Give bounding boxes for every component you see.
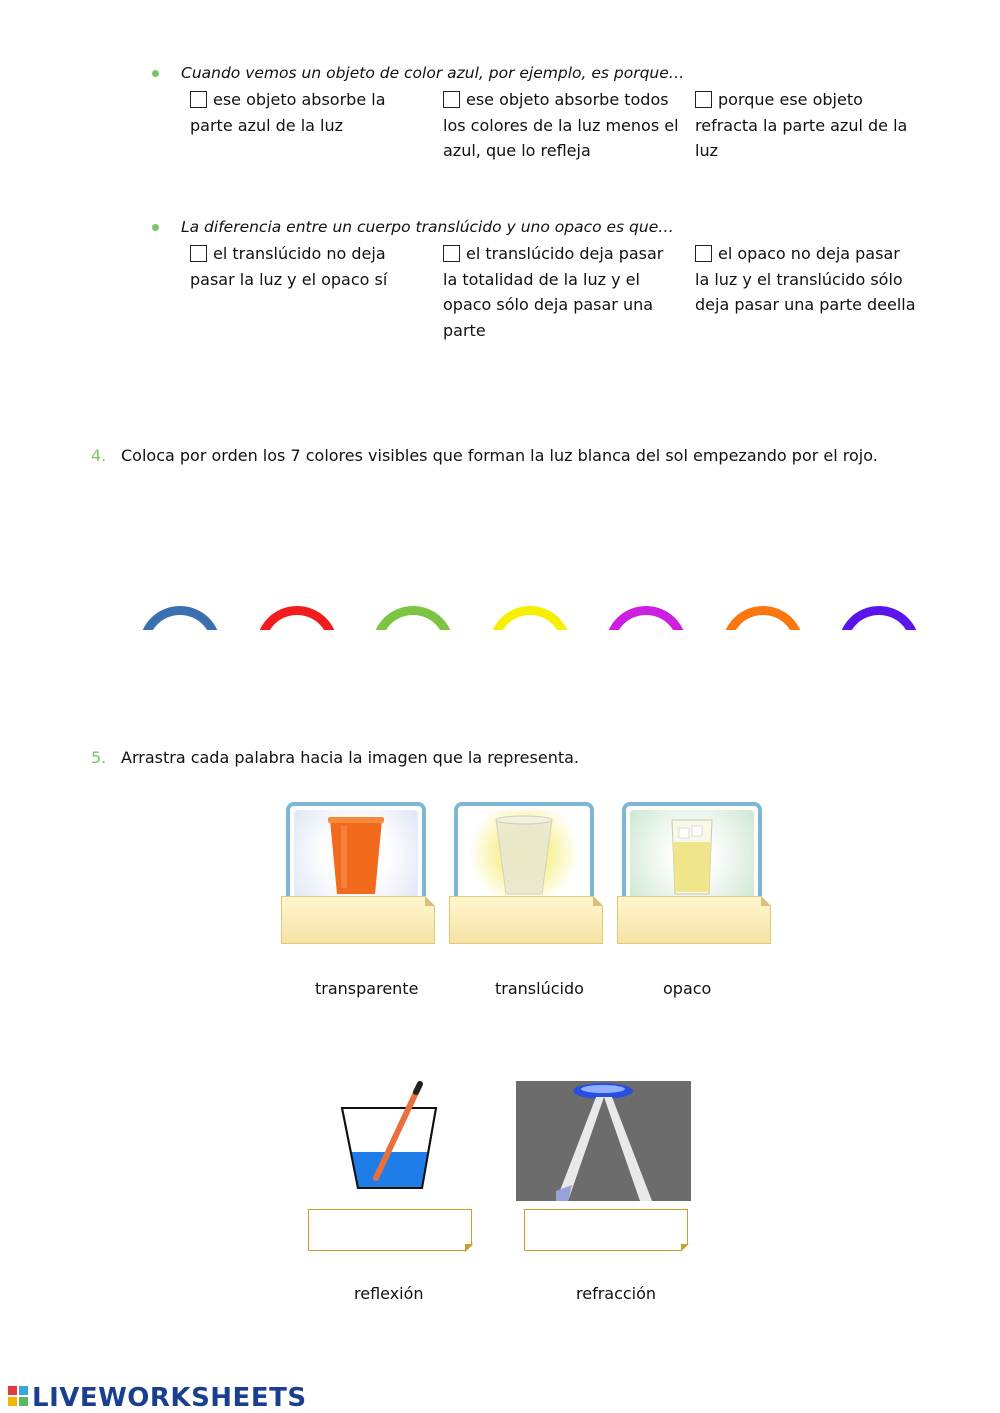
section-5-number: 5.	[91, 748, 107, 767]
color-arch[interactable]	[605, 606, 687, 652]
question-a-option-2[interactable]: ese objeto absorbe todos los colores de la luz menos el azul, que lo refleja	[443, 90, 679, 160]
word-opaco[interactable]: opaco	[663, 979, 712, 998]
word-refraccion[interactable]: refracción	[576, 1284, 657, 1303]
drop-zone-4[interactable]	[308, 1209, 472, 1251]
question-b-option-1[interactable]: el translúcido no deja pasar la luz y el opaco sí	[190, 244, 388, 289]
checkbox[interactable]	[190, 91, 207, 108]
reflection-image	[516, 1081, 691, 1201]
bullet-icon	[152, 70, 159, 77]
color-arch[interactable]	[372, 606, 454, 652]
checkbox[interactable]	[443, 91, 460, 108]
checkbox[interactable]	[695, 91, 712, 108]
checkbox[interactable]	[190, 245, 207, 262]
drop-zone-2[interactable]	[449, 896, 603, 944]
checkbox[interactable]	[443, 245, 460, 262]
question-a-text: Cuando vemos un objeto de color azul, por ejemplo, es porque…	[181, 64, 685, 82]
checkbox[interactable]	[695, 245, 712, 262]
color-arch[interactable]	[838, 606, 920, 652]
section-4-number: 4.	[91, 446, 107, 465]
question-a-option-1[interactable]: ese objeto absorbe la parte azul de la luz	[190, 90, 386, 135]
question-b-option-2[interactable]: el translúcido deja pasar la totalidad de la luz y el opaco sólo deja pasar una parte	[443, 244, 664, 340]
word-reflexion[interactable]: reflexión	[354, 1284, 424, 1303]
translucent-cup-icon	[454, 802, 594, 908]
color-arch[interactable]	[722, 606, 804, 652]
orange-cup-icon	[286, 802, 426, 908]
question-a-option-3[interactable]: porque ese objeto refracta la parte azul de la luz	[695, 90, 908, 160]
question-b-option-3[interactable]: el opaco no deja pasar la luz y el translúcido sólo deja pasar una parte deella	[695, 244, 916, 314]
drop-zone-1[interactable]	[281, 896, 435, 944]
glass-water-icon	[622, 802, 762, 908]
section-5-instruction: Arrastra cada palabra hacia la imagen que la representa.	[121, 748, 580, 767]
color-arch[interactable]	[489, 606, 571, 652]
word-translucido[interactable]: translúcido	[495, 979, 584, 998]
liveworksheets-logo-icon	[8, 1386, 28, 1406]
question-b-text: La diferencia entre un cuerpo translúcido y uno opaco es que…	[181, 218, 674, 236]
orange-cup-card	[286, 802, 426, 908]
bullet-icon	[152, 224, 159, 231]
light-beam-icon	[516, 1081, 691, 1201]
word-transparente[interactable]: transparente	[315, 979, 419, 998]
glass-water-card	[622, 802, 762, 908]
pencil-in-water-icon	[340, 1080, 440, 1190]
color-arch[interactable]	[139, 606, 221, 652]
color-arch[interactable]	[256, 606, 338, 652]
translucent-cup-card	[454, 802, 594, 908]
brand-logo: LIVEWORKSHEETS	[32, 1383, 307, 1413]
section-4-instruction: Coloca por orden los 7 colores visibles que forman la luz blanca del sol empezando por el rojo.	[121, 446, 878, 465]
drop-zone-5[interactable]	[524, 1209, 688, 1251]
drop-zone-3[interactable]	[617, 896, 771, 944]
